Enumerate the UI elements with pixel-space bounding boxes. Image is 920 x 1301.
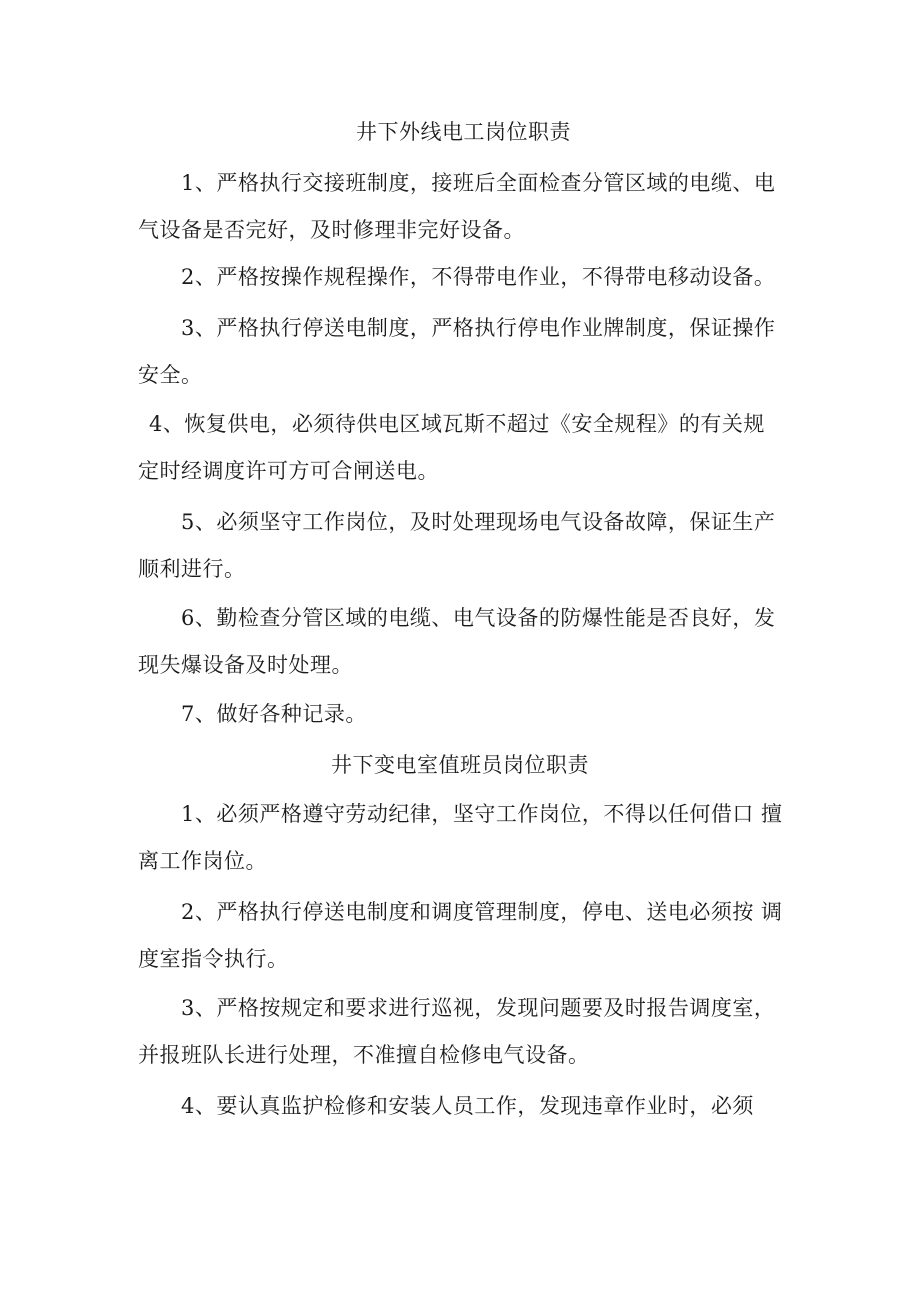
paragraph-line: 4、恢复供电，必须待供电区域瓦斯不超过《安全规程》的有关规 [149,412,765,436]
paragraph-line: 并报班队长进行处理，不准擅自检修电气设备。 [138,1043,590,1067]
paragraph-line: 6、勤检查分管区域的电缆、电气设备的防爆性能是否良好，发 [181,606,776,630]
paragraph-line: 5、必须坚守工作岗位，及时处理现场电气设备故障，保证生产 [181,510,776,534]
paragraph-line: 7、做好各种记录。 [181,702,367,726]
paragraph-line: 离工作岗位。 [138,849,267,873]
paragraph-line: 3、严格执行停送电制度，严格执行停电作业牌制度，保证操作 [181,316,776,340]
section-title: 井下外线电工岗位职责 [356,120,571,144]
section-title: 井下变电室值班员岗位职责 [331,753,589,777]
paragraph-line: 安全。 [138,363,203,387]
paragraph-line: 气设备是否完好，及时修理非完好设备。 [138,218,525,242]
paragraph-line: 4、要认真监护检修和安装人员工作，发现违章作业时，必须 [181,1094,754,1118]
paragraph-line: 3、严格按规定和要求进行巡视，发现问题要及时报告调度室， [181,996,776,1020]
paragraph-line: 2、严格执行停送电制度和调度管理制度，停电、送电必须按 调 [181,900,783,924]
paragraph-line: 顺利进行。 [138,557,246,581]
paragraph-line: 1、必须严格遵守劳动纪律，坚守工作岗位，不得以任何借口 擅 [181,802,783,826]
paragraph-line: 现失爆设备及时处理。 [138,653,353,677]
paragraph-line: 1、严格执行交接班制度，接班后全面检查分管区域的电缆、电 [181,171,776,195]
paragraph-line: 2、严格按操作规程操作，不得带电作业，不得带电移动设备。 [181,265,776,289]
paragraph-line: 度室指令执行。 [138,947,289,971]
paragraph-line: 定时经调度许可方可合闸送电。 [138,459,439,483]
